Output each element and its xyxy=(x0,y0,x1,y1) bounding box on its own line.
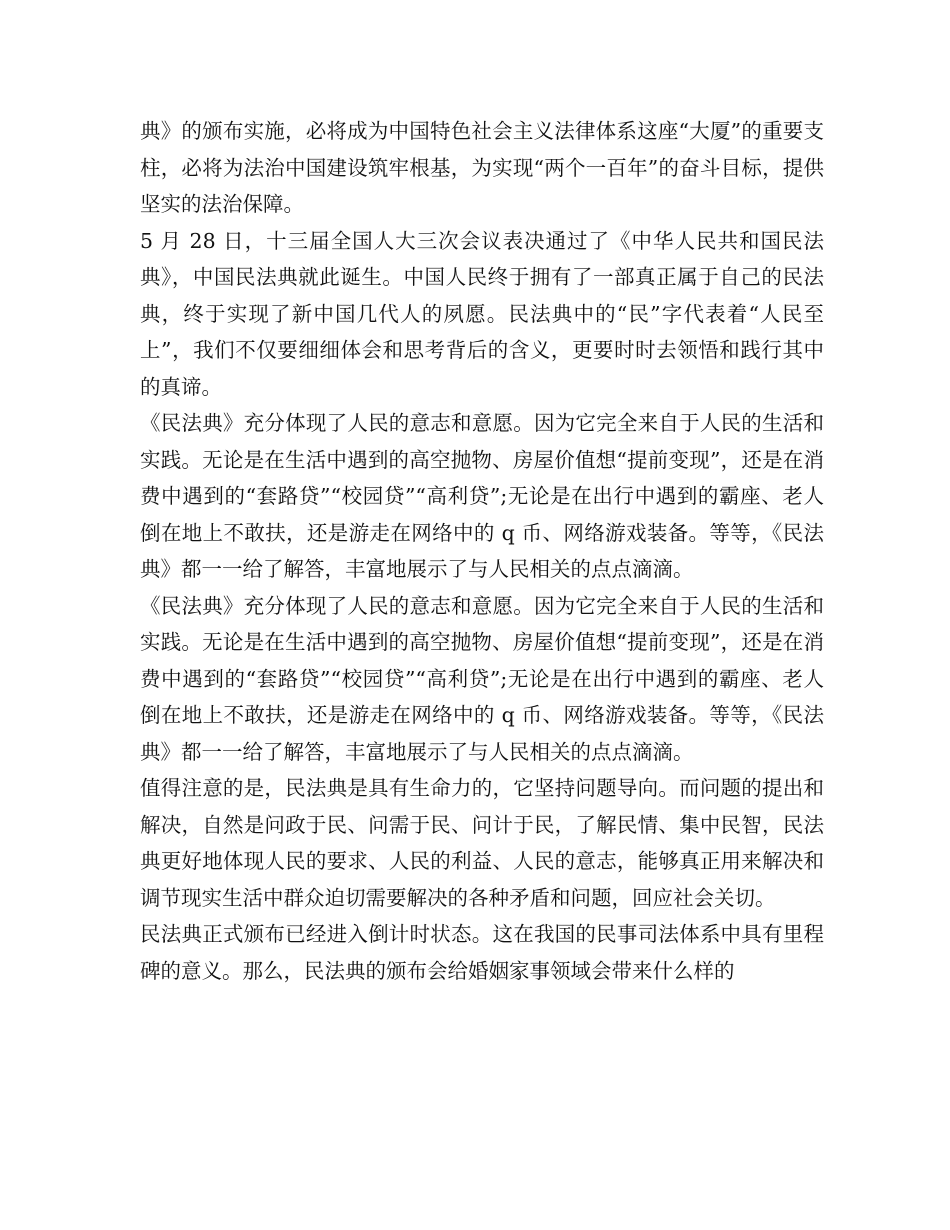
paragraph-4: 《民法典》充分体现了人民的意志和意愿。因为它完全来自于人民的生活和实践。无论是在生活中遇到的高空抛物、房屋价值想“提前变现”，还是在消费中遇到的“套路贷”“校园贷”“高利贷”;无论是在出行中遇到的霸座、老人倒在地上不敢扶，还是游走在网络中的 q 币、网络游戏装备。等等，《民法典》都一一给了解答，丰富地展示了与人民相关的点点滴滴。 xyxy=(140,593,824,764)
document-body xyxy=(140,113,824,989)
paragraph-5: 值得注意的是，民法典是具有生命力的，它坚持问题导向。而问题的提出和解决，自然是问政于民、问需于民、问计于民，了解民情、集中民智，民法典更好地体现人民的要求、人民的利益、人民的意志，能够真正用来解决和调节现实生活中群众迫切需要解决的各种矛盾和问题，回应社会关切。 xyxy=(140,776,824,910)
paragraph-1: 典》的颁布实施，必将成为中国特色社会主义法律体系这座“大厦”的重要支柱，必将为法治中国建设筑牢根基，为实现“两个一百年”的奋斗目标，提供坚实的法治保障。 xyxy=(140,119,824,216)
paragraph-3: 《民法典》充分体现了人民的意志和意愿。因为它完全来自于人民的生活和实践。无论是在生活中遇到的高空抛物、房屋价值想“提前变现”，还是在消费中遇到的“套路贷”“校园贷”“高利贷”;无论是在出行中遇到的霸座、老人倒在地上不敢扶，还是游走在网络中的 q 币、网络游戏装备。等等，《民法典》都一一给了解答，丰富地展示了与人民相关的点点滴滴。 xyxy=(140,411,824,581)
paragraph-6: 民法典正式颁布已经进入倒计时状态。这在我国的民事司法体系中具有里程碑的意义。那么，民法典的颁布会给婚姻家事领域会带来什么样的 xyxy=(140,922,824,983)
paragraph-2: 5 月 28 日，十三届全国人大三次会议表决通过了《中华人民共和国民法典》，中国民法典就此诞生。中国人民终于拥有了一部真正属于自己的民法典，终于实现了新中国几代人的夙愿。民法典中的“民”字代表着“人民至上”，我们不仅要细细体会和思考背后的含义，更要时时去领悟和践行其中的真谛。 xyxy=(140,228,824,399)
